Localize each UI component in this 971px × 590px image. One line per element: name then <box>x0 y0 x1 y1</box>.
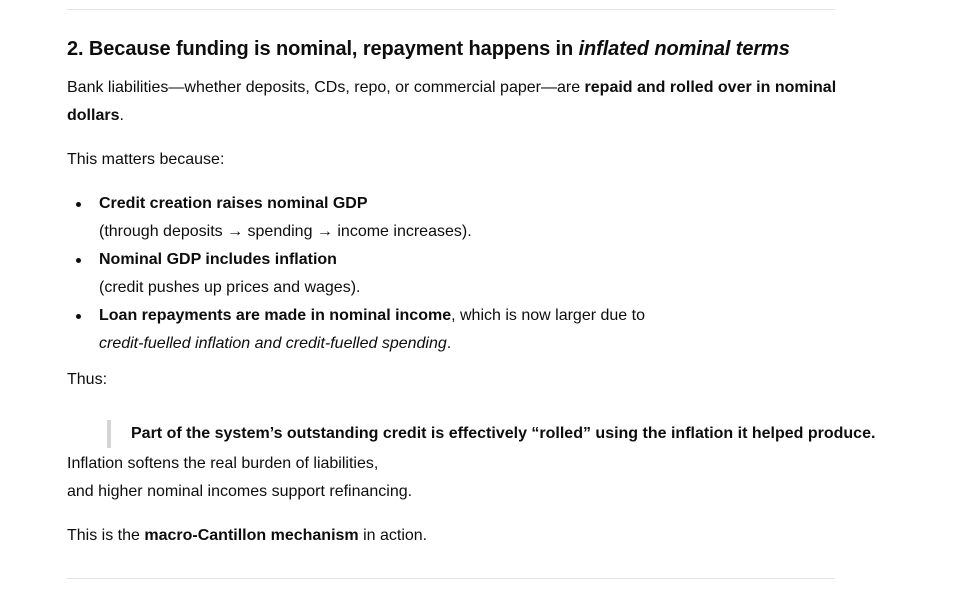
paragraph-matters: This matters because: <box>67 151 225 168</box>
paragraph-mechanism <box>67 522 842 550</box>
bottom-divider <box>67 578 835 579</box>
paragraph-inflation <box>67 450 842 506</box>
bullet-dot <box>76 258 81 263</box>
blockquote <box>107 420 875 448</box>
paragraph-bold: macro-Cantillon mechanism <box>144 527 359 544</box>
bullet-list <box>67 190 827 358</box>
bullet-bold: Loan repayments are made in nominal income <box>99 307 452 324</box>
bullet-dot <box>76 314 81 319</box>
bullet-dot <box>76 202 81 207</box>
paragraph-end: in action. <box>358 527 428 544</box>
list-item <box>67 302 827 358</box>
bullet-bold: Credit creation raises nominal GDP <box>99 195 368 212</box>
bullet-detail: (credit pushes up prices and wages). <box>99 279 361 296</box>
paragraph-bold: repaid and rolled over in nominal dollars <box>67 79 837 124</box>
list-item <box>67 246 827 302</box>
paragraph-line-1: Inflation softens the real burden of liabilities, <box>67 455 379 472</box>
paragraph-line-2: and higher nominal incomes support refinancing. <box>67 483 413 500</box>
bullet-bold: Nominal GDP includes inflation <box>99 251 337 268</box>
paragraph-end: . <box>119 107 124 124</box>
paragraph-text: Bank liabilities—whether deposits, CDs, repo, or commercial paper—are <box>67 79 585 96</box>
bullet-rest: , which is now larger due to <box>451 307 645 324</box>
bullet-detail-italic: credit-fuelled inflation and credit-fuelled spending <box>99 335 447 352</box>
list-item <box>67 190 827 246</box>
bullet-detail-end: . <box>446 335 452 352</box>
paragraph-liabilities <box>67 74 842 130</box>
top-divider <box>67 9 835 10</box>
paragraph-thus: Thus: <box>67 371 108 388</box>
bullet-detail: (through deposits → spending → income increases). <box>99 223 472 240</box>
heading-text: 2. Because funding is nominal, repayment happens in <box>67 38 579 60</box>
blockquote-text: Part of the system’s outstanding credit is effectively “rolled” using the inflation it helped produce. <box>131 425 876 442</box>
section-heading <box>67 38 790 61</box>
paragraph-text: This is the <box>67 527 145 544</box>
heading-emphasis: inflated nominal terms <box>578 38 790 60</box>
